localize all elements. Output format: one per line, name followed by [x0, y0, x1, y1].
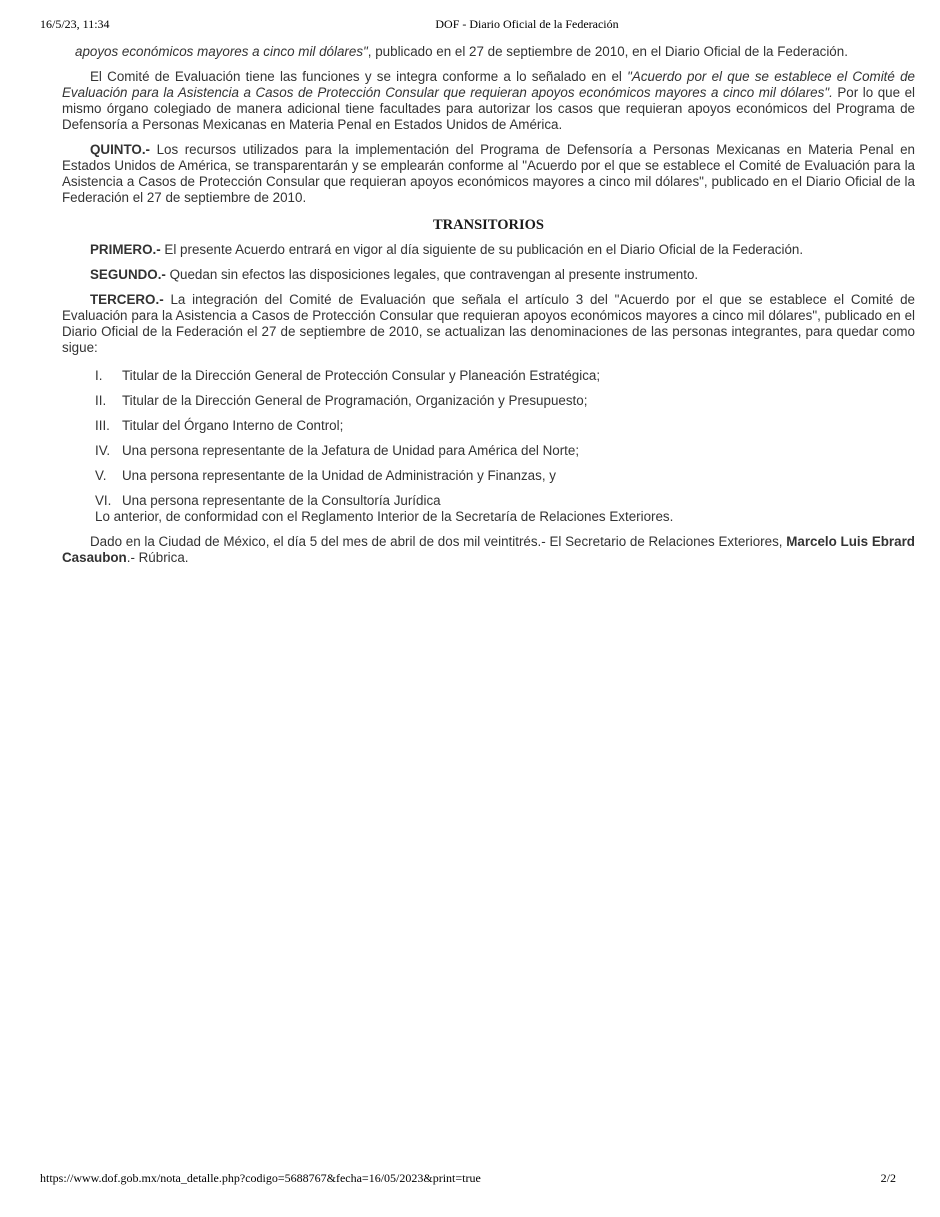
quoted-title-text: apoyos económicos mayores a cinco mil dólares": [75, 44, 368, 59]
paragraph-text: El Comité de Evaluación tiene las funciones y se integra conforme a lo señalado en el: [90, 69, 628, 84]
paragraph-text: Quedan sin efectos las disposiciones legales, que contravengan al presente instrumento.: [165, 267, 699, 282]
print-footer-page-number: 2/2: [880, 1171, 896, 1185]
list-item: [95, 393, 915, 409]
list-item: [95, 418, 915, 434]
list-item-numeral: I.: [95, 368, 103, 383]
list-item: [95, 468, 915, 484]
list-item-text: Titular del Órgano Interno de Control;: [122, 418, 344, 433]
list-item-text: Titular de la Dirección General de Protección Consular y Planeación Estratégica;: [122, 368, 601, 383]
section-heading-transitorios: TRANSITORIOS: [433, 217, 544, 233]
paragraph-tercero: [62, 292, 915, 356]
list-item: [95, 493, 915, 509]
list-item-numeral: VI.: [95, 493, 112, 508]
print-footer: [40, 1171, 896, 1186]
paragraph-text: .- Rúbrica.: [126, 550, 189, 565]
print-header-datetime: 16/5/23, 11:34: [40, 17, 110, 31]
list-item: [95, 443, 915, 459]
list-item-numeral: III.: [95, 418, 110, 433]
paragraph-text: Dado en la Ciudad de México, el día 5 del mes de abril de dos mil veintitrés.- El Secretario de Relaciones Exteriores,: [90, 534, 787, 549]
list-item-text: Titular de la Dirección General de Programación, Organización y Presupuesto;: [122, 393, 588, 408]
signatory-name: Marcelo Luis Ebrard Casaubon: [62, 534, 915, 565]
list-item: [95, 368, 915, 384]
print-header-title: DOF - Diario Oficial de la Federación: [435, 17, 619, 31]
paragraph-continuation: [62, 44, 915, 60]
list-item-numeral: V.: [95, 468, 107, 483]
article-label: SEGUNDO.-: [90, 267, 166, 282]
article-label: TERCERO.-: [90, 292, 164, 307]
list-item-numeral: IV.: [95, 443, 111, 458]
paragraph-lo-anterior: Lo anterior, de conformidad con el Reglamento Interior de la Secretaría de Relaciones Exteriores.: [95, 509, 674, 524]
paragraph-text: Por lo que el mismo órgano colegiado de manera adicional tiene facultades para autorizar los casos que requieran apoyos económicos del Programa de Defensoría a Personas Mexicanas en Materia Penal en Estados Unidos de América.: [62, 85, 916, 132]
paragraph-text: , publicado en el 27 de septiembre de 2010, en el Diario Oficial de la Federación.: [367, 44, 848, 59]
document-body: [62, 38, 915, 575]
paragraph-primero: [62, 242, 915, 258]
article-label: QUINTO.-: [90, 142, 151, 157]
list-item-numeral: II.: [95, 393, 107, 408]
paragraph-comite: [62, 69, 915, 133]
list-item-text: Una persona representante de la Consultoría Jurídica: [122, 493, 441, 508]
quoted-title-text: "Acuerdo por el que se establece el Comité de Evaluación para la Asistencia a Casos de Protección Consular que requieran apoyos económicos mayores a cinco mil dólares".: [62, 69, 915, 100]
article-label: PRIMERO.-: [90, 242, 161, 257]
roman-numeral-list: [95, 368, 915, 509]
list-item-text: Una persona representante de la Unidad de Administración y Finanzas, y: [122, 468, 556, 483]
paragraph-text: Los recursos utilizados para la implementación del Programa de Defensoría a Personas Mexicanas en Materia Penal en Estados Unidos de América, se transparentarán y se emplearán conforme al "Acuerdo por el que se establece el Comité de Evaluación para la Asistencia a Casos de Protección Consular que requieran apoyos económicos mayores a cinco mil dólares", publicado en el Diario Oficial de la Federación el 27 de septiembre de 2010.: [62, 142, 915, 205]
list-item-text: Una persona representante de la Jefatura de Unidad para América del Norte;: [122, 443, 580, 458]
paragraph-quinto: [62, 142, 915, 206]
paragraph-segundo: [62, 267, 915, 283]
paragraph-text: El presente Acuerdo entrará en vigor al día siguiente de su publicación en el Diario Oficial de la Federación.: [160, 242, 804, 257]
paragraph-closing: [62, 534, 915, 566]
paragraph-text: La integración del Comité de Evaluación que señala el artículo 3 del "Acuerdo por el que se establece el Comité de Evaluación para la Asistencia a Casos de Protección Consular que requieran apoyos económicos mayores a cinco mil dólares", publicado en el Diario Oficial de la Federación el 27 de septiembre de 2010, se actualizan las denominaciones de las personas integrantes, para quedar como sigue:: [62, 292, 915, 355]
print-footer-url: https://www.dof.gob.mx/nota_detalle.php?codigo=5688767&fecha=16/05/2023&print=true: [40, 1171, 481, 1185]
